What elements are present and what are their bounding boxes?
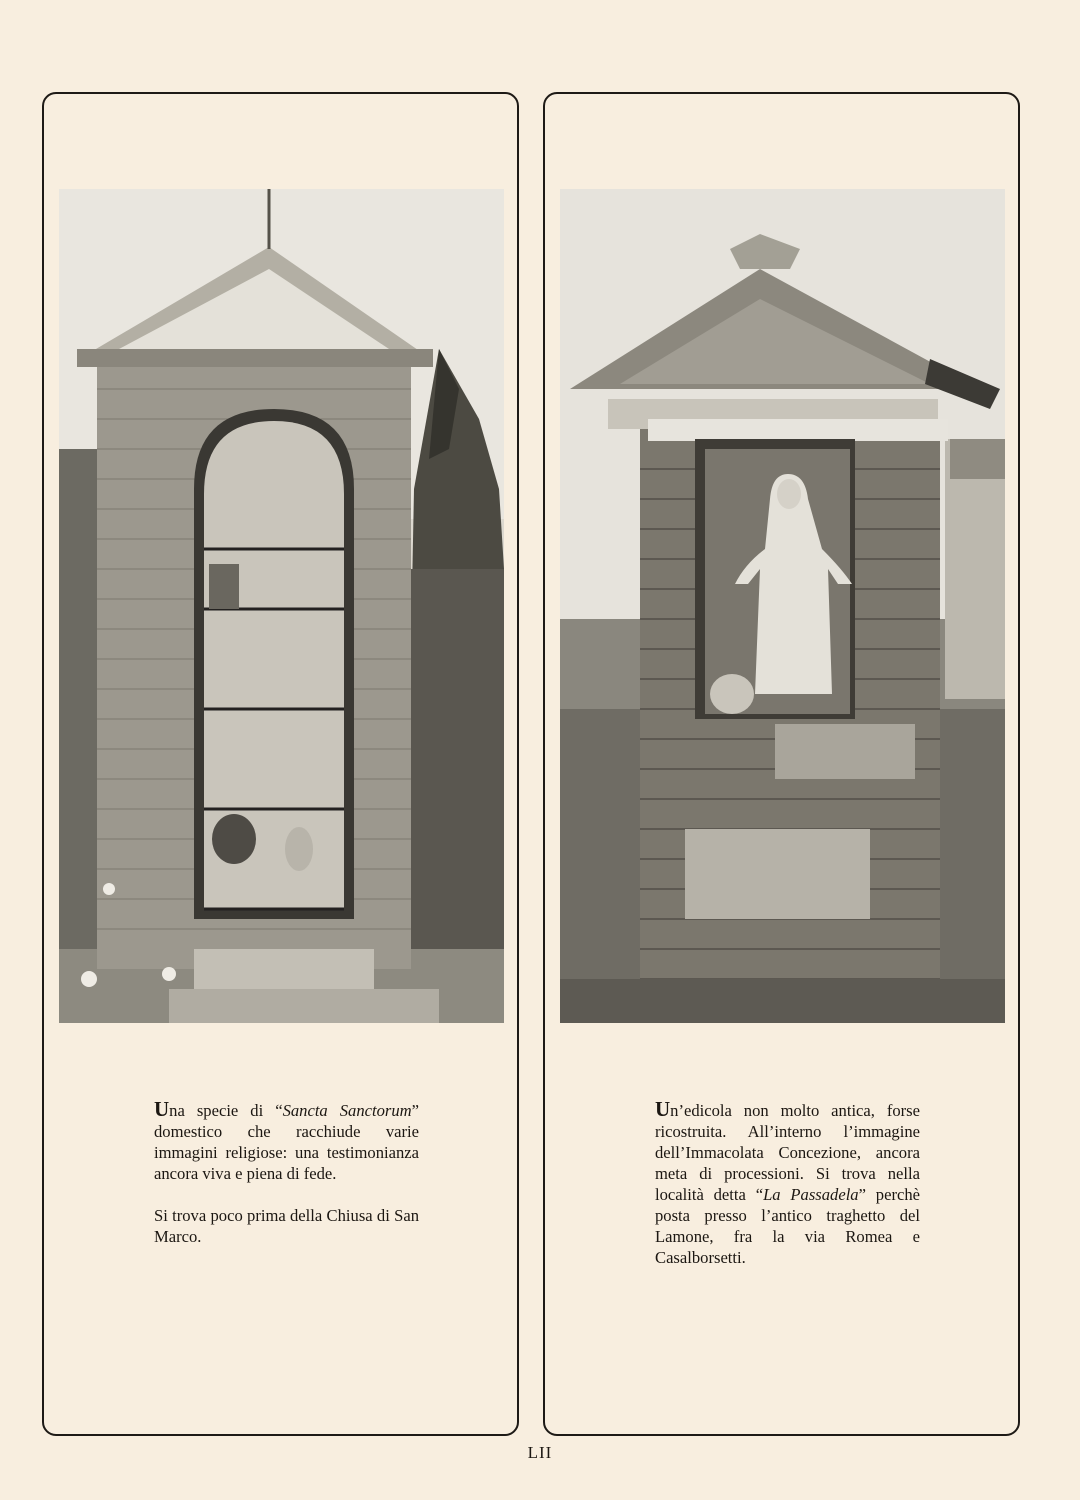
caption-italic: Sancta Sanctorum xyxy=(282,1101,412,1120)
left-panel xyxy=(42,92,519,1436)
left-caption-paragraph-1 xyxy=(154,1099,419,1184)
drop-initial: U xyxy=(655,1097,671,1121)
left-caption-paragraph-2: Si trova poco prima della Chiusa di San Marco. xyxy=(154,1206,419,1246)
caption-text: ” domestico che racchiude varie immagini religiose: una testimonianza ancora viva e piena di fede. xyxy=(154,1101,419,1183)
page-number: LII xyxy=(527,1443,553,1462)
left-photo xyxy=(59,189,504,1023)
drop-initial: U xyxy=(154,1097,170,1121)
right-panel xyxy=(543,92,1020,1436)
caption-italic: La Passadela xyxy=(763,1185,859,1204)
caption-text: na specie di “ xyxy=(169,1101,283,1120)
right-caption xyxy=(655,1099,920,1268)
shrine-gate-photo xyxy=(59,189,504,1023)
caption-text: n’edicola non molto antica, forse ricostruita. All’interno l’immagine dell’Immacolata Concezione, ancora meta di processioni. Si trova nella località detta “ xyxy=(655,1101,920,1204)
madonna-shrine-photo xyxy=(560,189,1005,1023)
right-photo xyxy=(560,189,1005,1023)
left-caption xyxy=(154,1099,419,1247)
caption-text: ” perchè posta presso l’antico traghetto del Lamone, fra la via Romea e Casalborsetti. xyxy=(655,1185,920,1267)
right-caption-paragraph-1 xyxy=(655,1099,920,1268)
